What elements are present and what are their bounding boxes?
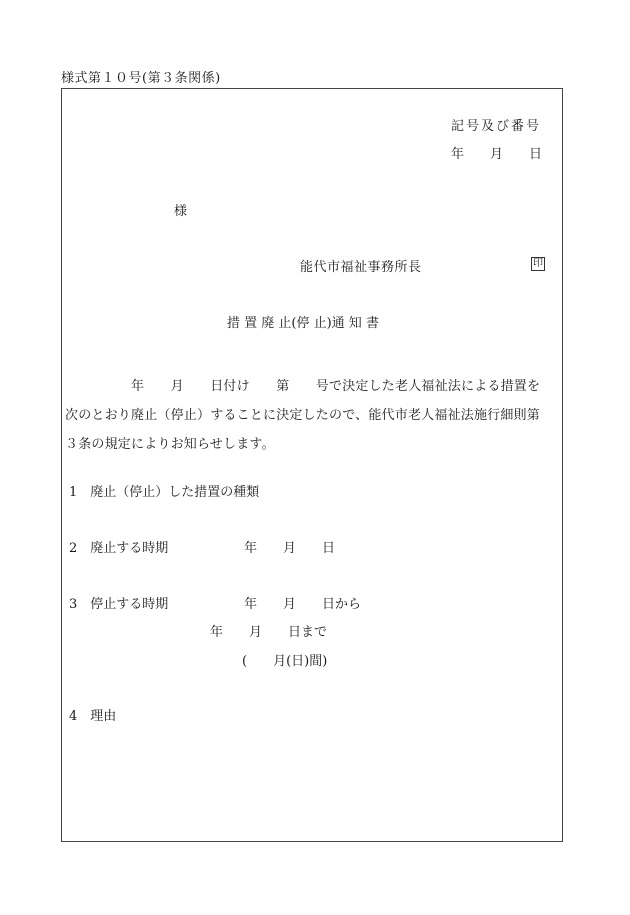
item-1-measure-type: 1 廃止（停止）した措置の種類 bbox=[69, 485, 260, 500]
document-frame bbox=[61, 88, 563, 842]
item-3-label: 3 停止する時期 bbox=[69, 597, 169, 612]
document-title: 措 置 廃 止(停 止)通 知 書 bbox=[227, 316, 379, 331]
item-3-from-date: 年 月 日から bbox=[244, 597, 362, 612]
body-line-2: 次のとおり廃止（停止）することに決定したので、能代市老人福祉法施行細則第 bbox=[65, 408, 540, 423]
notice-body bbox=[65, 372, 559, 459]
item-2-label: 2 廃止する時期 bbox=[69, 541, 169, 556]
item-3-to-date: 年 月 日まで bbox=[210, 625, 328, 640]
body-line-1: 年 月 日付け 第 号で決定した老人福祉法による措置を bbox=[65, 379, 541, 394]
item-3-period: ( 月(日)間) bbox=[242, 654, 328, 669]
recipient-honorific: 様 bbox=[174, 204, 188, 219]
item-4-reason: 4 理由 bbox=[69, 709, 117, 724]
seal-icon: 印 bbox=[533, 258, 543, 269]
document-number-label: 記号及び番号 bbox=[451, 119, 542, 134]
item-2-date: 年 月 日 bbox=[244, 541, 336, 556]
issuer-name: 能代市福祉事務所長 bbox=[300, 260, 422, 275]
issue-date: 年 月 日 bbox=[451, 147, 543, 162]
form-number-label: 様式第１０号(第３条関係) bbox=[61, 71, 221, 86]
body-line-3: ３条の規定によりお知らせします。 bbox=[65, 437, 275, 452]
